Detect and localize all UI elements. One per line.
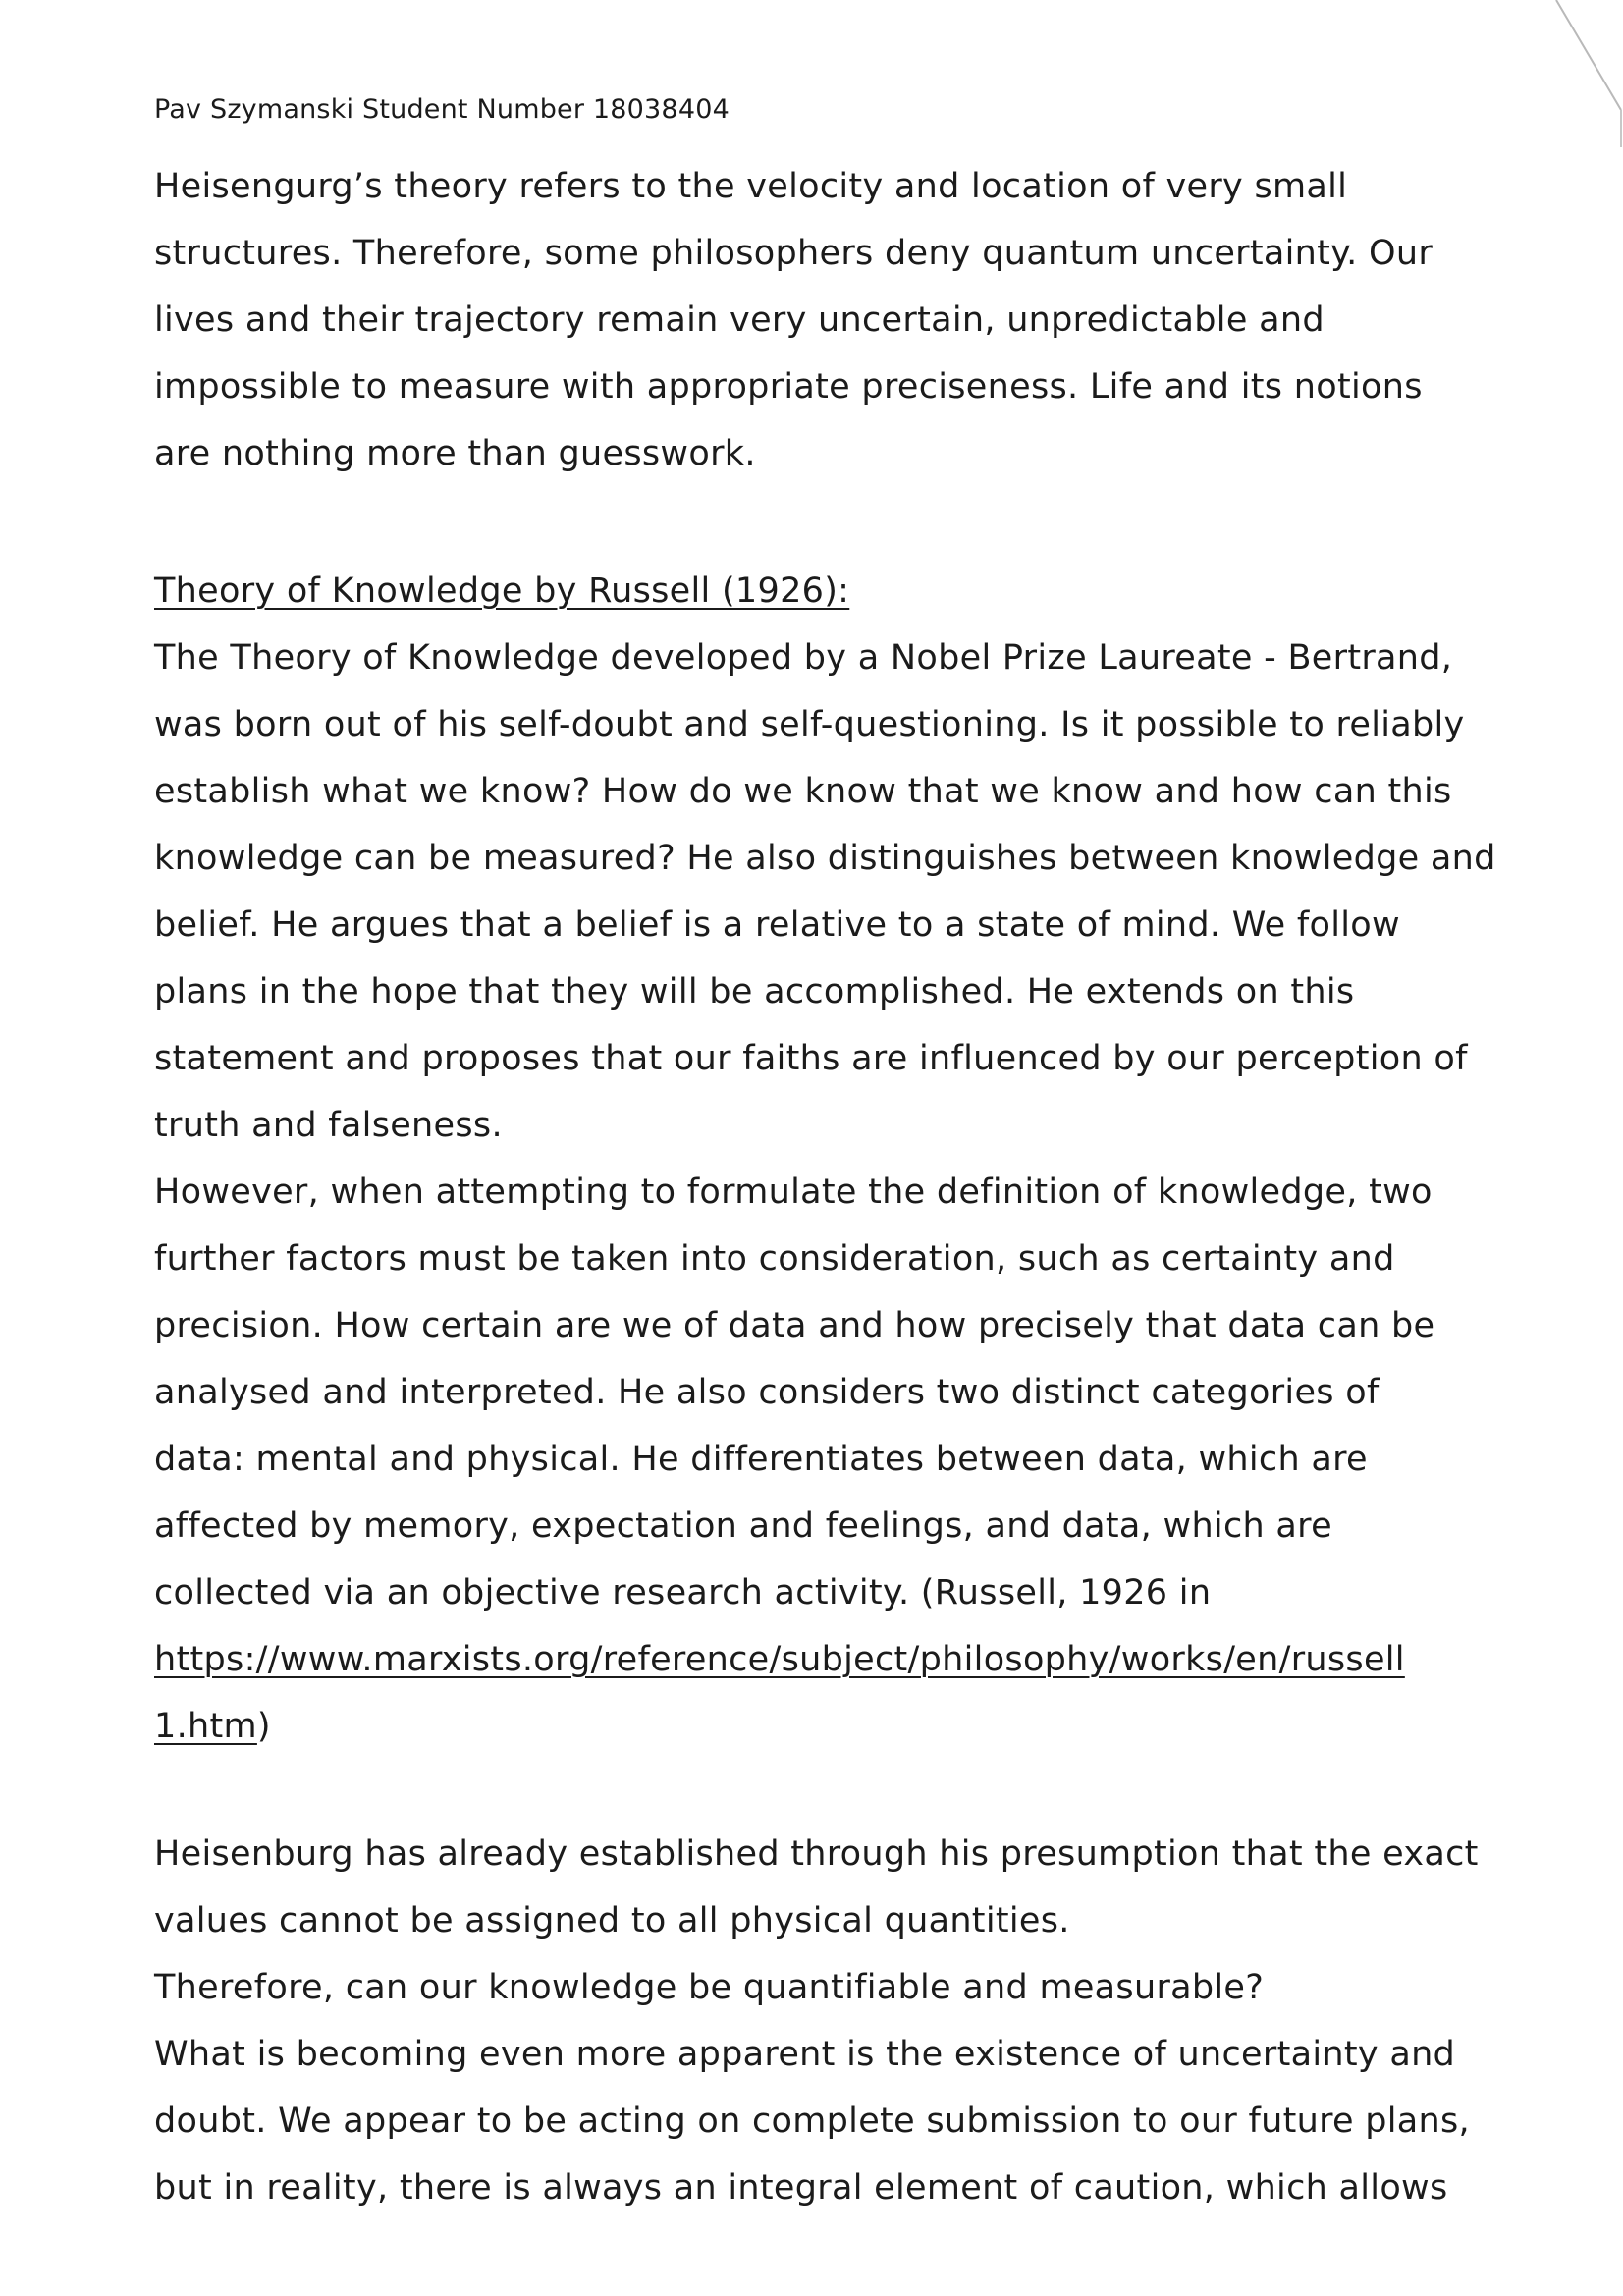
student-header: Pav Szymanski Student Number 18038404 [154,94,730,125]
text-line: precision. How certain are we of data and how precisely that data can be [154,1306,1435,1345]
text-line: establish what we know? How do we know that we know and how can this [154,772,1452,811]
citation-link[interactable]: https://www.marxists.org/reference/subject/philosophy/works/en/russell [154,1640,1405,1679]
citation-link-line [154,1693,1529,1760]
text-line: The Theory of Knowledge developed by a Nobel Prize Laureate - Bertrand, [154,638,1453,678]
text-line: belief. He argues that a belief is a relative to a state of mind. We follow [154,905,1400,945]
text-line: analysed and interpreted. He also considers two distinct categories of [154,1373,1380,1412]
text-line: doubt. We appear to be acting on complete submission to our future plans, [154,2102,1470,2141]
heisenburg-paragraph [154,1821,1529,2221]
page-corner-fold [1505,0,1623,147]
text-line: values cannot be assigned to all physical quantities. [154,1901,1070,1941]
text-line: statement and proposes that our faiths are influenced by our perception of [154,1039,1468,1078]
citation-link-line [154,1626,1529,1693]
text-line: collected via an objective research activity. (Russell, 1926 in [154,1573,1212,1613]
text-line: structures. Therefore, some philosophers deny quantum uncertainty. Our [154,234,1434,273]
text-line: Heisengurg’s theory refers to the velocity and location of very small [154,167,1348,206]
text-line: What is becoming even more apparent is the existence of uncertainty and [154,2035,1456,2074]
text-line: However, when attempting to formulate the definition of knowledge, two [154,1173,1433,1212]
text-line: Heisenburg has already established through his presumption that the exact [154,1834,1479,1874]
text-line: was born out of his self-doubt and self-questioning. Is it possible to reliably [154,705,1465,744]
text-line: knowledge can be measured? He also distinguishes between knowledge and [154,839,1496,878]
text-line: lives and their trajectory remain very uncertain, unpredictable and [154,301,1325,340]
section-heading: Theory of Knowledge by Russell (1926): [154,572,850,611]
section-heading-line [154,558,1529,625]
text-line: Therefore, can our knowledge be quantifiable and measurable? [154,1968,1265,2007]
russell-section [154,558,1529,1760]
text-line: plans in the hope that they will be accomplished. He extends on this [154,972,1355,1011]
intro-paragraph [154,153,1529,487]
text-line: further factors must be taken into consideration, such as certainty and [154,1239,1395,1279]
text-line: truth and falseness. [154,1106,503,1145]
citation-link-continued[interactable]: 1.htm [154,1707,257,1746]
text-line: impossible to measure with appropriate preciseness. Life and its notions [154,367,1423,407]
text-line: but in reality, there is always an integral element of caution, which allows [154,2168,1448,2208]
text-line: are nothing more than guesswork. [154,434,756,473]
text-line: affected by memory, expectation and feelings, and data, which are [154,1506,1332,1546]
text-line: data: mental and physical. He differentiates between data, which are [154,1440,1368,1479]
citation-close: ) [256,1707,271,1746]
